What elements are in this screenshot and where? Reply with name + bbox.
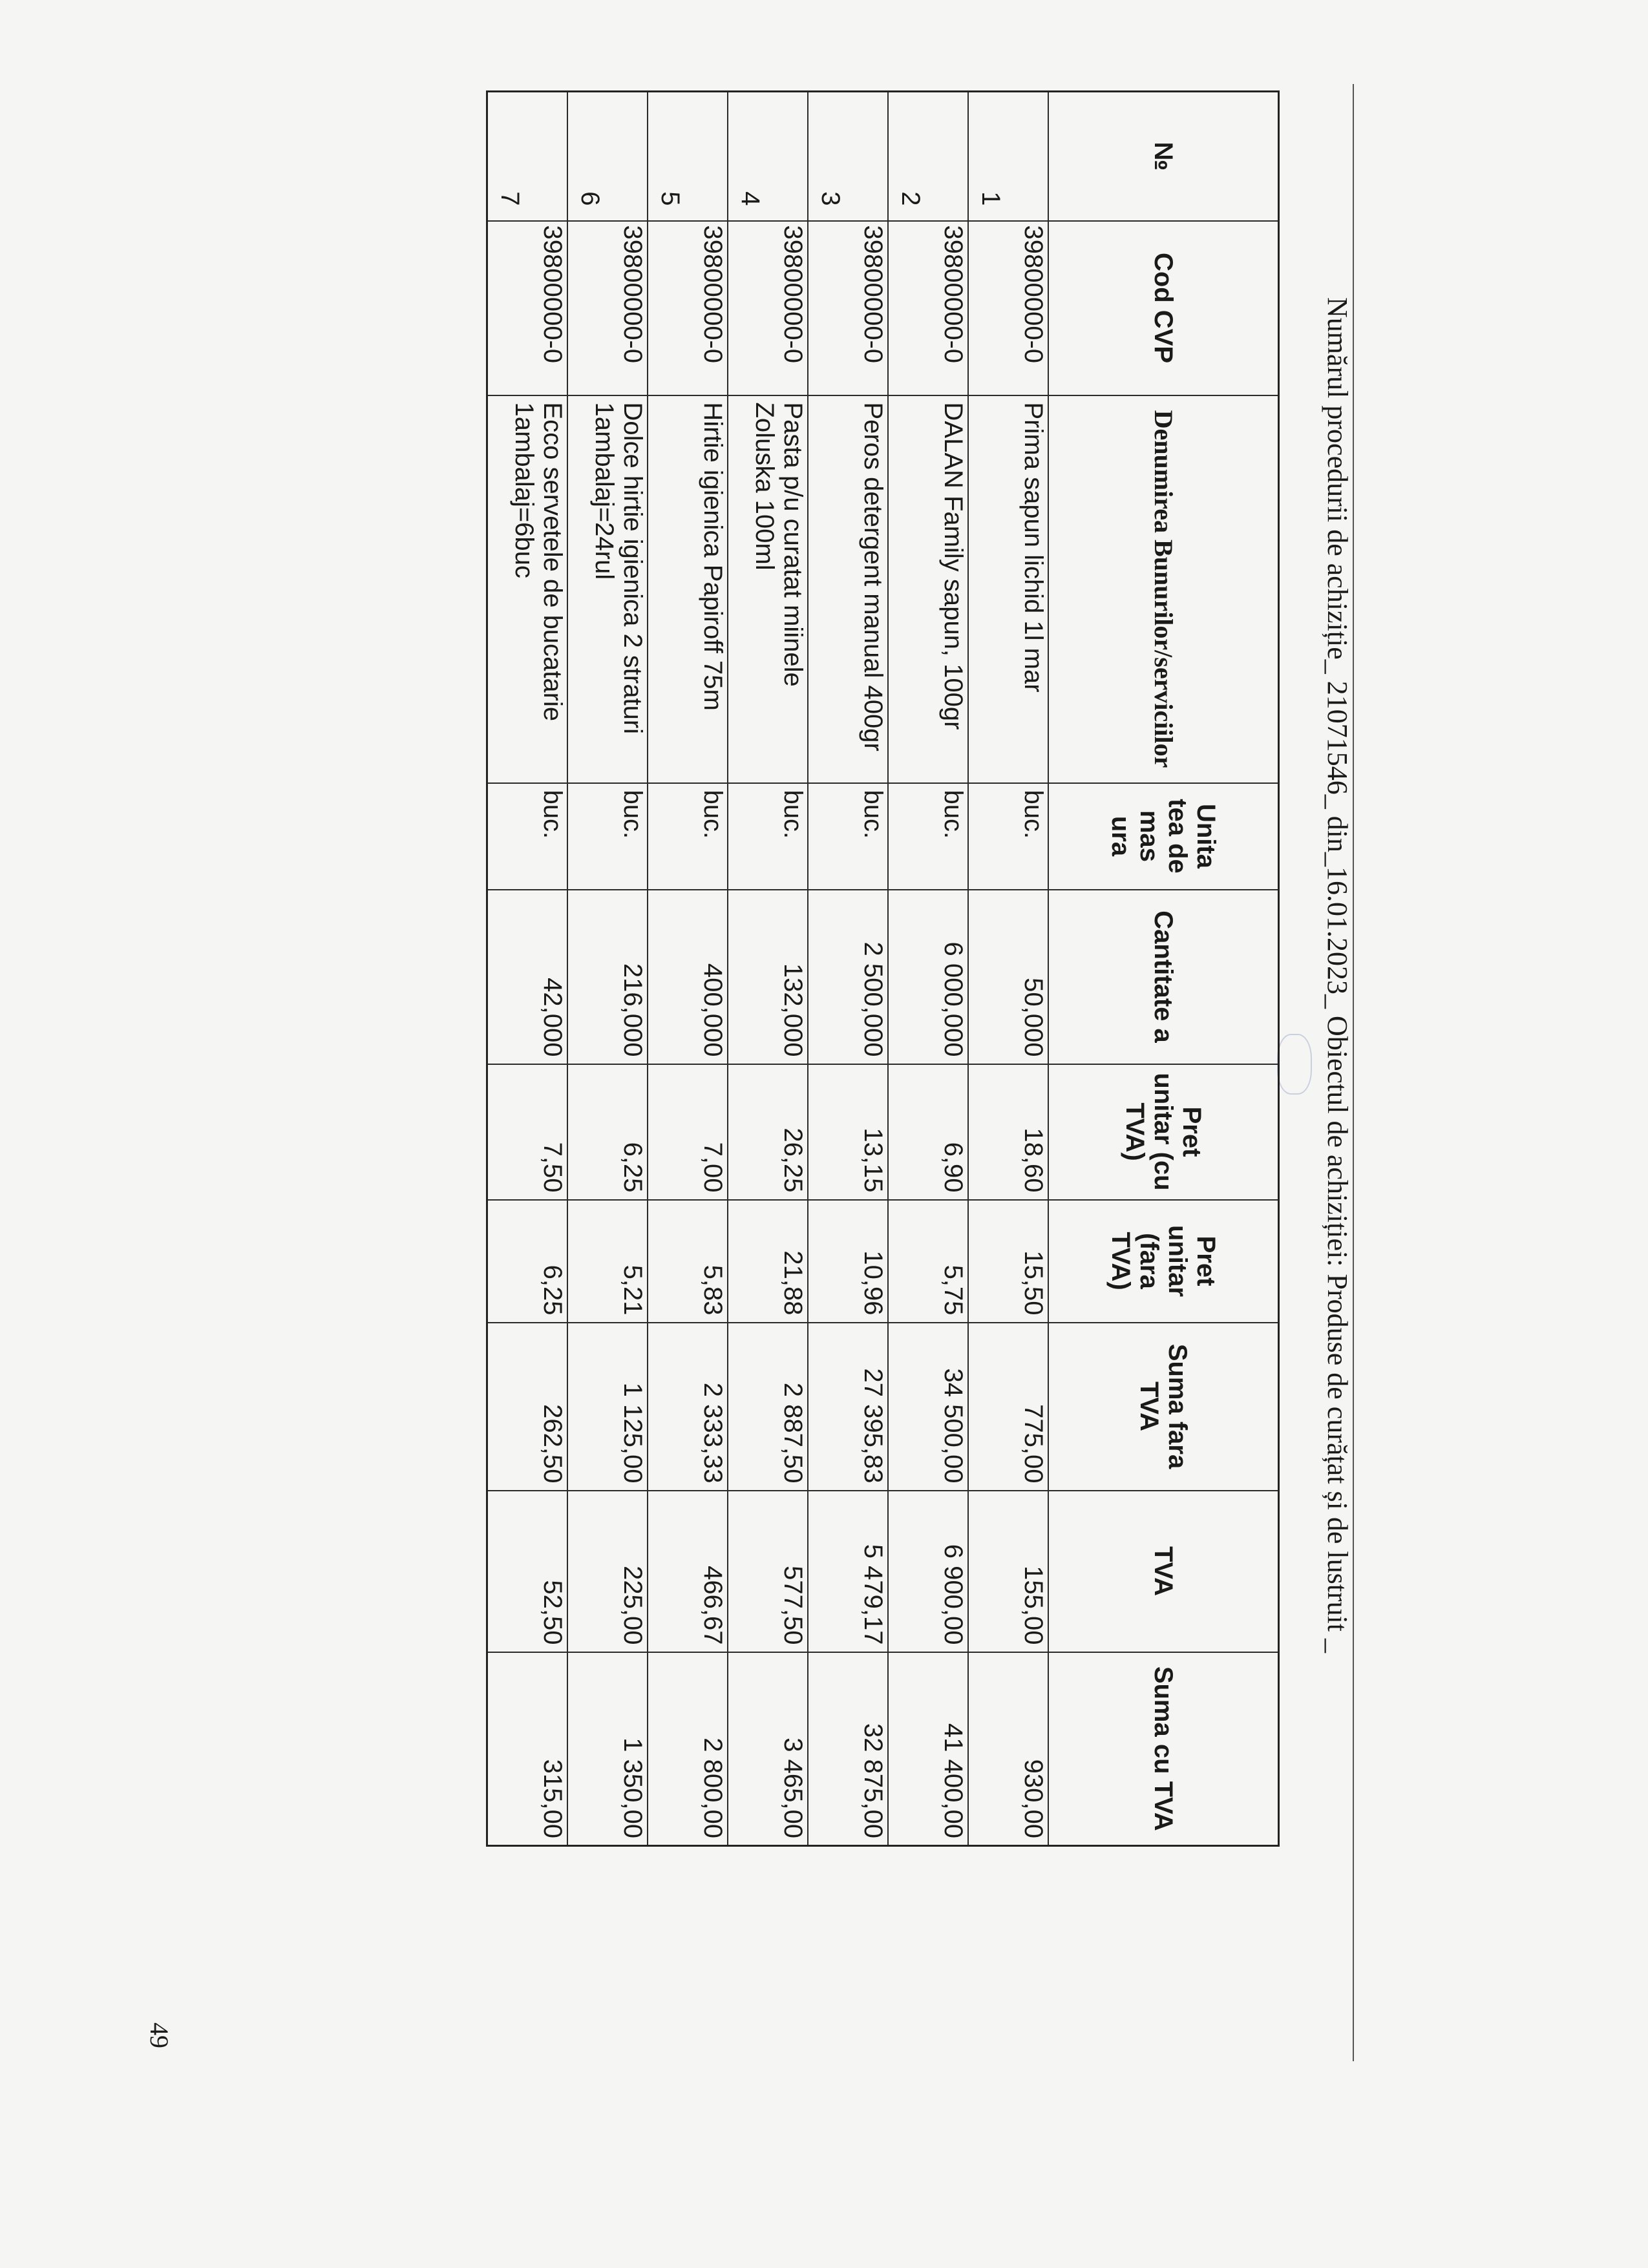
table-row	[728, 92, 808, 1846]
cell-cod: 39800000-0	[487, 221, 568, 395]
cell-unit: buc.	[648, 783, 728, 890]
cell-no: 7	[487, 92, 568, 221]
cell-suma-cu-tva: 930,00	[968, 1652, 1048, 1846]
cell-suma-cu-tva: 3 465,00	[728, 1652, 808, 1846]
col-header-pret-cu-tva: Pret unitar (cu TVA)	[1048, 1064, 1279, 1200]
cell-unit: buc.	[888, 783, 968, 890]
cell-suma-fara-tva: 27 395,83	[808, 1323, 888, 1491]
cell-suma-fara-tva: 262,50	[487, 1323, 568, 1491]
col-header-no: №	[1048, 92, 1279, 221]
cell-pret-cu-tva: 6,25	[567, 1064, 648, 1200]
table-row	[648, 92, 728, 1846]
table-row	[487, 92, 568, 1846]
cell-cantitate: 400,000	[648, 890, 728, 1064]
col-header-pret-fara-tva: Pret unitar (fara TVA)	[1048, 1200, 1279, 1323]
cell-cod: 39800000-0	[728, 221, 808, 395]
cell-pret-cu-tva: 26,25	[728, 1064, 808, 1200]
col-header-denumire: Denumirea Bunurilor/serviciilor	[1048, 395, 1279, 783]
cell-denumire: Ecco servetele de bucatarie 1ambalaj=6buc	[487, 395, 568, 783]
cell-unit: buc.	[808, 783, 888, 890]
cell-cantitate: 50,000	[968, 890, 1048, 1064]
cell-no: 4	[728, 92, 808, 221]
cell-cantitate: 132,000	[728, 890, 808, 1064]
cell-denumire: Dolce hirtie igienica 2 straturi 1ambalaj=24rul	[567, 395, 648, 783]
cell-cantitate: 216,000	[567, 890, 648, 1064]
faint-stamp	[1277, 1034, 1312, 1095]
cell-tva: 225,00	[567, 1491, 648, 1652]
cell-tva: 155,00	[968, 1491, 1048, 1652]
cell-no: 2	[888, 92, 968, 221]
cell-pret-fara-tva: 5,21	[567, 1200, 648, 1323]
cell-suma-cu-tva: 41 400,00	[888, 1652, 968, 1846]
cell-cod: 39800000-0	[808, 221, 888, 395]
cell-no: 1	[968, 92, 1048, 221]
cell-suma-cu-tva: 2 800,00	[648, 1652, 728, 1846]
col-header-suma-cu-tva: Suma cu TVA	[1048, 1652, 1279, 1846]
cell-cod: 39800000-0	[567, 221, 648, 395]
cell-pret-cu-tva: 6,90	[888, 1064, 968, 1200]
cell-cantitate: 6 000,000	[888, 890, 968, 1064]
cell-pret-fara-tva: 15,50	[968, 1200, 1048, 1323]
cell-pret-fara-tva: 5,75	[888, 1200, 968, 1323]
cell-tva: 6 900,00	[888, 1491, 968, 1652]
cell-pret-fara-tva: 5,83	[648, 1200, 728, 1323]
table-row	[888, 92, 968, 1846]
cell-cantitate: 2 500,000	[808, 890, 888, 1064]
cell-suma-cu-tva: 315,00	[487, 1652, 568, 1846]
cell-unit: buc.	[487, 783, 568, 890]
cell-tva: 52,50	[487, 1491, 568, 1652]
cell-suma-cu-tva: 32 875,00	[808, 1652, 888, 1846]
cell-no: 6	[567, 92, 648, 221]
cell-suma-fara-tva: 2 333,33	[648, 1323, 728, 1491]
cell-denumire: Pasta p/u curatat miinele Zoluska 100ml	[728, 395, 808, 783]
cell-tva: 577,50	[728, 1491, 808, 1652]
cell-cantitate: 42,000	[487, 890, 568, 1064]
table-header-row	[1048, 92, 1279, 1846]
cell-pret-fara-tva: 10,96	[808, 1200, 888, 1323]
cell-tva: 5 479,17	[808, 1491, 888, 1652]
cell-suma-fara-tva: 2 887,50	[728, 1323, 808, 1491]
header-rule	[1353, 84, 1354, 2061]
cell-denumire: Prima sapun lichid 1l mar	[968, 395, 1048, 783]
col-header-cod: Cod CVP	[1048, 221, 1279, 395]
col-header-cantitate: Cantitate a	[1048, 890, 1279, 1064]
col-header-tva: TVA	[1048, 1491, 1279, 1652]
cell-cod: 39800000-0	[968, 221, 1048, 395]
page-number: 49	[145, 2022, 174, 2048]
cell-pret-cu-tva: 18,60	[968, 1064, 1048, 1200]
col-header-suma-fara-tva: Suma fara TVA	[1048, 1323, 1279, 1491]
cell-unit: buc.	[728, 783, 808, 890]
cell-unit: buc.	[567, 783, 648, 890]
cell-pret-cu-tva: 7,00	[648, 1064, 728, 1200]
cell-suma-fara-tva: 1 125,00	[567, 1323, 648, 1491]
cell-no: 3	[808, 92, 888, 221]
cell-cod: 39800000-0	[648, 221, 728, 395]
col-header-unit: Unita tea de mas ura	[1048, 783, 1279, 890]
cell-cod: 39800000-0	[888, 221, 968, 395]
table-row	[808, 92, 888, 1846]
cell-suma-fara-tva: 34 500,00	[888, 1323, 968, 1491]
cell-denumire: Peros detergent manual 400gr	[808, 395, 888, 783]
cell-no: 5	[648, 92, 728, 221]
cell-suma-cu-tva: 1 350,00	[567, 1652, 648, 1846]
cell-suma-fara-tva: 775,00	[968, 1323, 1048, 1491]
cell-pret-cu-tva: 7,50	[487, 1064, 568, 1200]
table-row	[968, 92, 1048, 1846]
cell-pret-fara-tva: 21,88	[728, 1200, 808, 1323]
cell-tva: 466,67	[648, 1491, 728, 1652]
procurement-header: Numărul procedurii de achiziție_ 21071546_ din_16.01.2023_ Obiectul de achiziției: Produse de curățat și de lustruit _	[1322, 297, 1353, 1654]
cell-unit: buc.	[968, 783, 1048, 890]
goods-table	[486, 90, 1280, 1847]
cell-denumire: DALAN Family sapun, 100gr	[888, 395, 968, 783]
table-row	[567, 92, 648, 1846]
cell-denumire: Hirtie igienica Papiroff 75m	[648, 395, 728, 783]
cell-pret-fara-tva: 6,25	[487, 1200, 568, 1323]
cell-pret-cu-tva: 13,15	[808, 1064, 888, 1200]
